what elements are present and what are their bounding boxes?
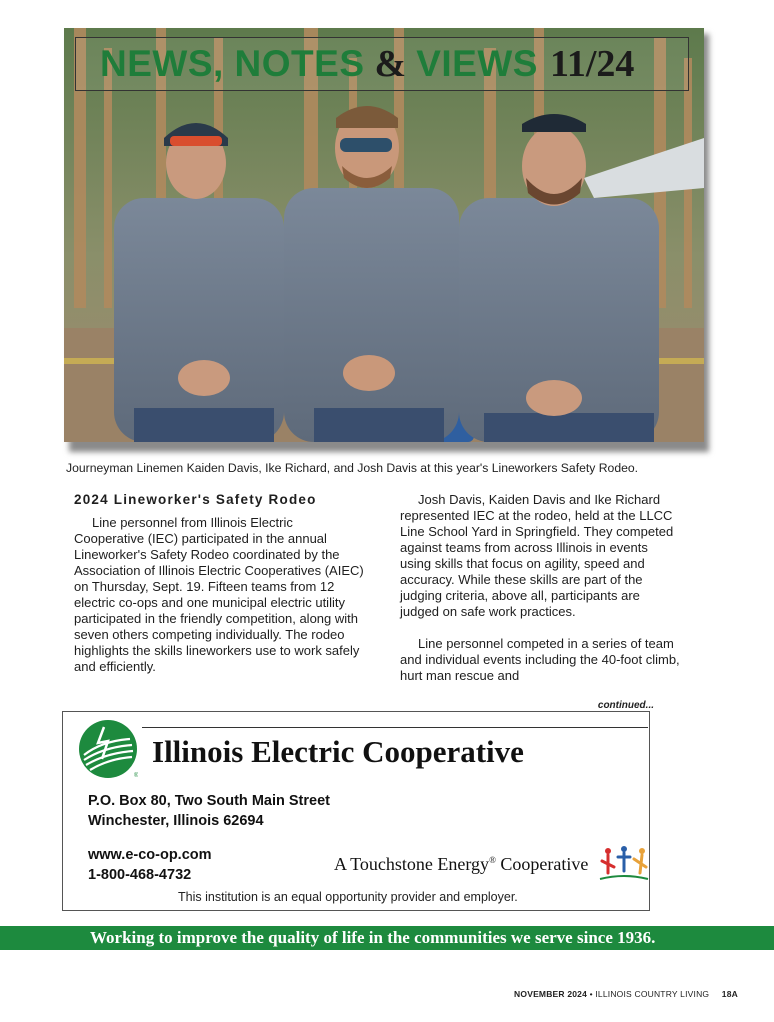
coop-divider bbox=[142, 727, 648, 728]
article-paragraph: Line personnel from Illinois Electric Cooperative (IEC) participated in the annual Lineworker's Safety Rodeo coordinated by the Association of Illinois Electric Cooperatives (AIEC) on Thursday, Sept. 19. Fifteen teams from 12 electric co-ops and one municipal electric utility participated in the friendly competition, along with seven others competing individually. The rodeo highlights the skills lineworkers use to work safely and efficiently. bbox=[74, 515, 364, 674]
mission-banner bbox=[0, 926, 774, 950]
mission-text: Working to improve the quality of life in the communities we serve since 1936. bbox=[90, 928, 656, 947]
coop-phone[interactable]: 1-800-468-4732 bbox=[88, 867, 192, 883]
masthead bbox=[75, 37, 689, 91]
article-paragraph: Line personnel competed in a series of team and individual events including the 40-foot climb, hurt man rescue and bbox=[400, 636, 680, 683]
masthead-views: VIEWS bbox=[416, 43, 538, 84]
touchstone-tagline bbox=[334, 854, 588, 875]
footer-month: NOVEMBER 2024 bbox=[514, 989, 588, 999]
page-number: 18A bbox=[721, 989, 738, 999]
masthead-news-notes: NEWS, NOTES bbox=[100, 43, 365, 84]
article-column-right bbox=[400, 492, 680, 684]
address-line-1: P.O. Box 80, Two South Main Street bbox=[88, 793, 330, 809]
touchstone-text: A Touchstone Energy bbox=[334, 854, 490, 874]
touchstone-energy-icon bbox=[596, 843, 652, 883]
coop-name: Illinois Electric Cooperative bbox=[152, 734, 524, 769]
continued-link[interactable]: continued... bbox=[597, 700, 654, 711]
article-paragraph: Josh Davis, Kaiden Davis and Ike Richard represented IEC at the rodeo, held at the LLCC Line School Yard in Springfield. They competed against teams from across Illinois in events using skills that focus on agility, speed and accuracy. While these skills are part of the judging criteria, above all, participants are judged on safe work practices. bbox=[400, 492, 674, 619]
masthead-ampersand: & bbox=[374, 43, 407, 85]
masthead-issue: 11/24 bbox=[549, 43, 635, 85]
coop-logo-reg: ® bbox=[134, 773, 138, 779]
article-column-left bbox=[74, 492, 364, 675]
page-footer bbox=[514, 989, 738, 999]
footer-separator: • bbox=[589, 989, 593, 999]
coop-website-link[interactable]: www.e-co-op.com bbox=[88, 847, 212, 863]
photo-caption: Journeyman Linemen Kaiden Davis, Ike Richard, and Josh Davis at this year's Lineworkers Safety Rodeo. bbox=[66, 461, 639, 475]
coop-contact bbox=[88, 845, 212, 885]
touchstone-reg: ® bbox=[489, 855, 496, 865]
address-line-2: Winchester, Illinois 62694 bbox=[88, 813, 264, 829]
article-headline: 2024 Lineworker's Safety Rodeo bbox=[74, 492, 317, 507]
equal-opportunity-statement: This institution is an equal opportunity provider and employer. bbox=[178, 890, 518, 904]
coop-address bbox=[88, 791, 330, 831]
coop-logo-icon bbox=[78, 719, 138, 779]
touchstone-suffix: Cooperative bbox=[495, 854, 589, 874]
footer-publication: ILLINOIS COUNTRY LIVING bbox=[595, 989, 710, 999]
